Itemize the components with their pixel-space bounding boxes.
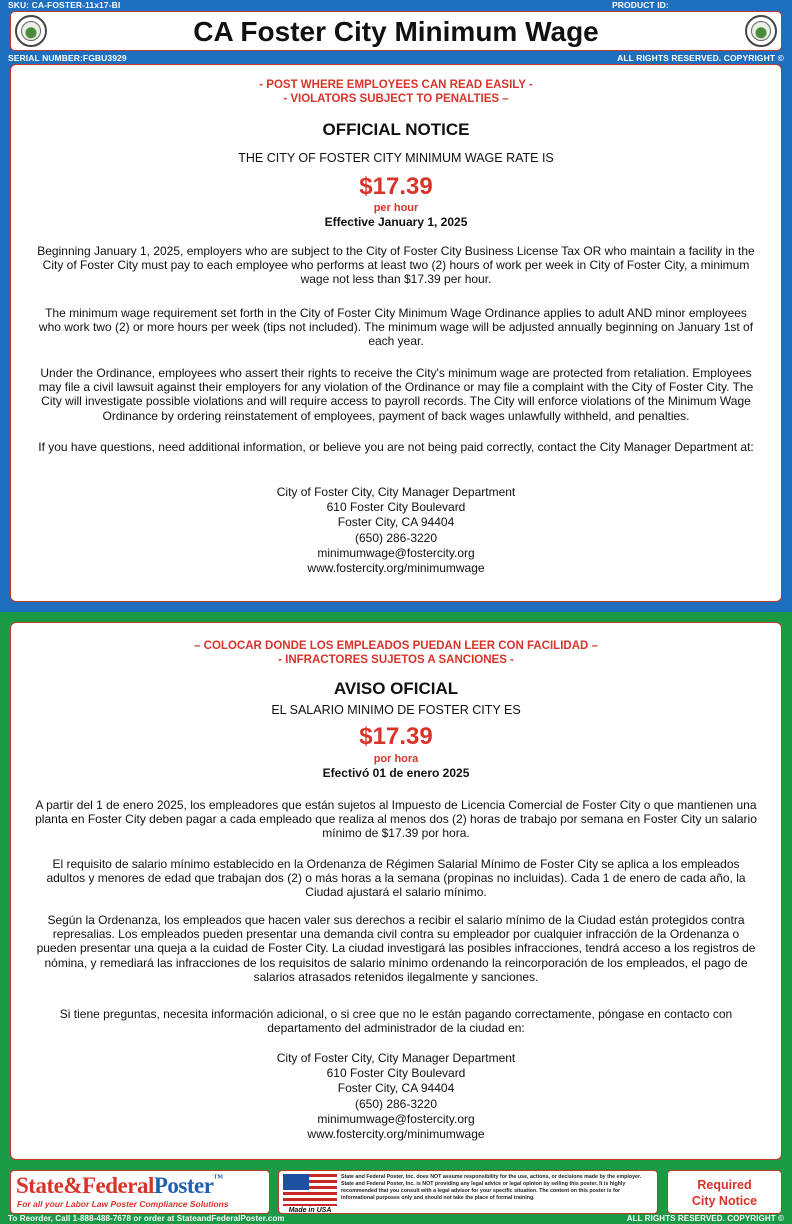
effective-date: Efectivó 01 de enero 2025 [322, 766, 470, 780]
spanish-notice-panel [10, 622, 782, 1160]
page-title: CA Foster City Minimum Wage [193, 16, 599, 47]
us-flag-icon [283, 1174, 337, 1206]
product-id-label: PRODUCT ID: [612, 0, 669, 10]
logo-part-2: Poster [153, 1173, 214, 1198]
contact-department: City of Foster City, City Manager Department [276, 485, 516, 499]
contact-street: 610 Foster City Boulevard [326, 1066, 466, 1081]
required-line-2: City Notice [691, 1194, 758, 1208]
post-instruction-es [11, 639, 781, 667]
contact-department: City of Foster City, City Manager Department [276, 1051, 516, 1065]
legal-disclaimer: State and Federal Poster, Inc. does NOT assume responsibility for the use, actions, or decisions made by the employer. State and Federal Poster, Inc. is NOT providing any legal advice or legal opinion by selling this poster. It is highly recommended that you consult with a legal advisor for your specific situation. The content on this poster is for informational purposes only and should not take the place of formal training. [341, 1174, 642, 1201]
paragraph-4: Si tiene preguntas, necesita información adicional, o si cree que no le están pagando correctamente, póngase en contacto con departamento del administrador de la ciudad en: [59, 1007, 733, 1036]
per-hour: por hora [373, 753, 419, 765]
contact-website: www.fostercity.org/minimumwage [307, 561, 485, 576]
paragraph-4: If you have questions, need additional information, or believe you are not being paid correctly, contact the City Manager Department at: [38, 440, 754, 454]
required-line-1: Required [697, 1178, 752, 1192]
wage-rate: $17.39 [359, 723, 433, 750]
rate-intro: EL SALARIO MINIMO DE FOSTER CITY ES [271, 703, 521, 717]
post-instruction-en [11, 78, 781, 106]
logo-part-1: State&Federal [16, 1173, 154, 1198]
serial-number: SERIAL NUMBER:FGBU3929 [8, 53, 127, 63]
paragraph-2: The minimum wage requirement set forth in the City of Foster City Minimum Wage Ordinance applies to adult AND minor employees who work two (2) or more hours per week (tips not included). The minimum wage will be adjusted annually beginning on January 1st of each year. [38, 306, 754, 349]
contact-block-en [11, 485, 781, 576]
per-hour: per hour [373, 202, 419, 214]
official-notice-heading: OFFICIAL NOTICE [322, 120, 470, 139]
required-notice-badge [667, 1170, 782, 1214]
brand-tagline: For all your Labor Law Poster Compliance Solutions [17, 1199, 229, 1209]
made-in-usa-label: Made in USA [288, 1207, 332, 1214]
contact-phone: (650) 286-3220 [354, 530, 438, 545]
contact-street: 610 Foster City Boulevard [326, 500, 466, 515]
paragraph-1: Beginning January 1, 2025, employers who are subject to the City of Foster City Business License Tax OR who maintain a facility in the City of Foster City must pay to each employee who performs at least two (2) hours of work per week in City of Foster City, a minimum wage not less than $17.39 per hour. [37, 244, 755, 287]
post-line-2: - INFRACTORES SUJETOS A SANCIONES - [278, 654, 514, 666]
copyright-top: ALL RIGHTS RESERVED. COPYRIGHT © [617, 53, 784, 63]
wage-rate: $17.39 [359, 173, 433, 200]
post-line-1: – COLOCAR DONDE LOS EMPLEADOS PUEDAN LEER CON FACILIDAD – [194, 640, 598, 652]
contact-city: Foster City, CA 94404 [337, 1081, 455, 1096]
effective-date: Effective January 1, 2025 [324, 215, 468, 229]
city-seal-right-icon [745, 15, 777, 47]
contact-website: www.fostercity.org/minimumwage [307, 1127, 485, 1142]
rate-intro: THE CITY OF FOSTER CITY MINIMUM WAGE RATE IS [238, 151, 554, 165]
contact-block-es [11, 1051, 781, 1142]
paragraph-2: El requisito de salario mínimo establecido en la Ordenanza de Régimen Salarial Mínimo de Foster City se aplica a los empleados adultos y menores de edad que trabajan dos (2) o más horas a la semana (propinas no incluidas). Cada 1 de enero de cada año, la Ciudad ajustará el salario mínimo. [46, 857, 746, 900]
contact-city: Foster City, CA 94404 [337, 515, 455, 530]
reorder-info: To Reorder, Call 1-888-488-7678 or order at StateandFederalPoster.com [8, 1214, 285, 1223]
english-notice-panel [10, 64, 782, 602]
logo-trademark: ™ [213, 1173, 223, 1184]
contact-phone: (650) 286-3220 [354, 1096, 438, 1111]
copyright-bottom: ALL RIGHTS RESERVED. COPYRIGHT © [626, 1214, 784, 1223]
contact-email: minimumwage@fostercity.org [317, 1111, 475, 1126]
post-line-2: - VIOLATORS SUBJECT TO PENALTIES – [283, 93, 509, 105]
post-line-1: - POST WHERE EMPLOYEES CAN READ EASILY - [259, 79, 533, 91]
paragraph-1: A partir del 1 de enero 2025, los empleadores que están sujetos al Impuesto de Licencia Comercial de Foster City o que mantienen una planta en Foster City deben pagar a cada empleado que realiza al menos dos (2) horas de trabajo por semana en Foster City un salario mínimo de $17.39 por hora. [35, 798, 757, 841]
paragraph-3: Según la Ordenanza, los empleados que hacen valer sus derechos a recibir el salario mínimo de la Ciudad están protegidos contra represalias. Los empleados pueden presentar una demanda civil contra su empleador por cualquier infracción de la Ordenanza o pueden presentar una queja a la cuidad de Foster City. La ciudad investigará las posibles infracciones, tendrá acceso a los registros de nómina, y remediará las infracciones de los requisitos de salario mínimo ordenando la reincorporación de los empleados, el pago de salarios atrasados retenidos ilegalmente y sanciones. [36, 913, 756, 984]
contact-email: minimumwage@fostercity.org [317, 545, 475, 560]
title-box [10, 11, 782, 51]
brand-logo [16, 1173, 223, 1199]
paragraph-3: Under the Ordinance, employees who assert their rights to receive the City's minimum wage are protected from retaliation. Employees may file a civil lawsuit against their employers for any violation of the Ordinance or may file a complaint with the City of Foster City. The City will investigate possible violations and will require access to payroll records. The City will enforce violations of the Minimum Wage Ordinance by ordering reinstatement of employees, payment of back wages unlawfully withheld, and penalties. [38, 366, 754, 423]
official-notice-heading: AVISO OFICIAL [333, 679, 459, 698]
sku-label: SKU: CA-FOSTER-11x17-BI [8, 0, 121, 10]
